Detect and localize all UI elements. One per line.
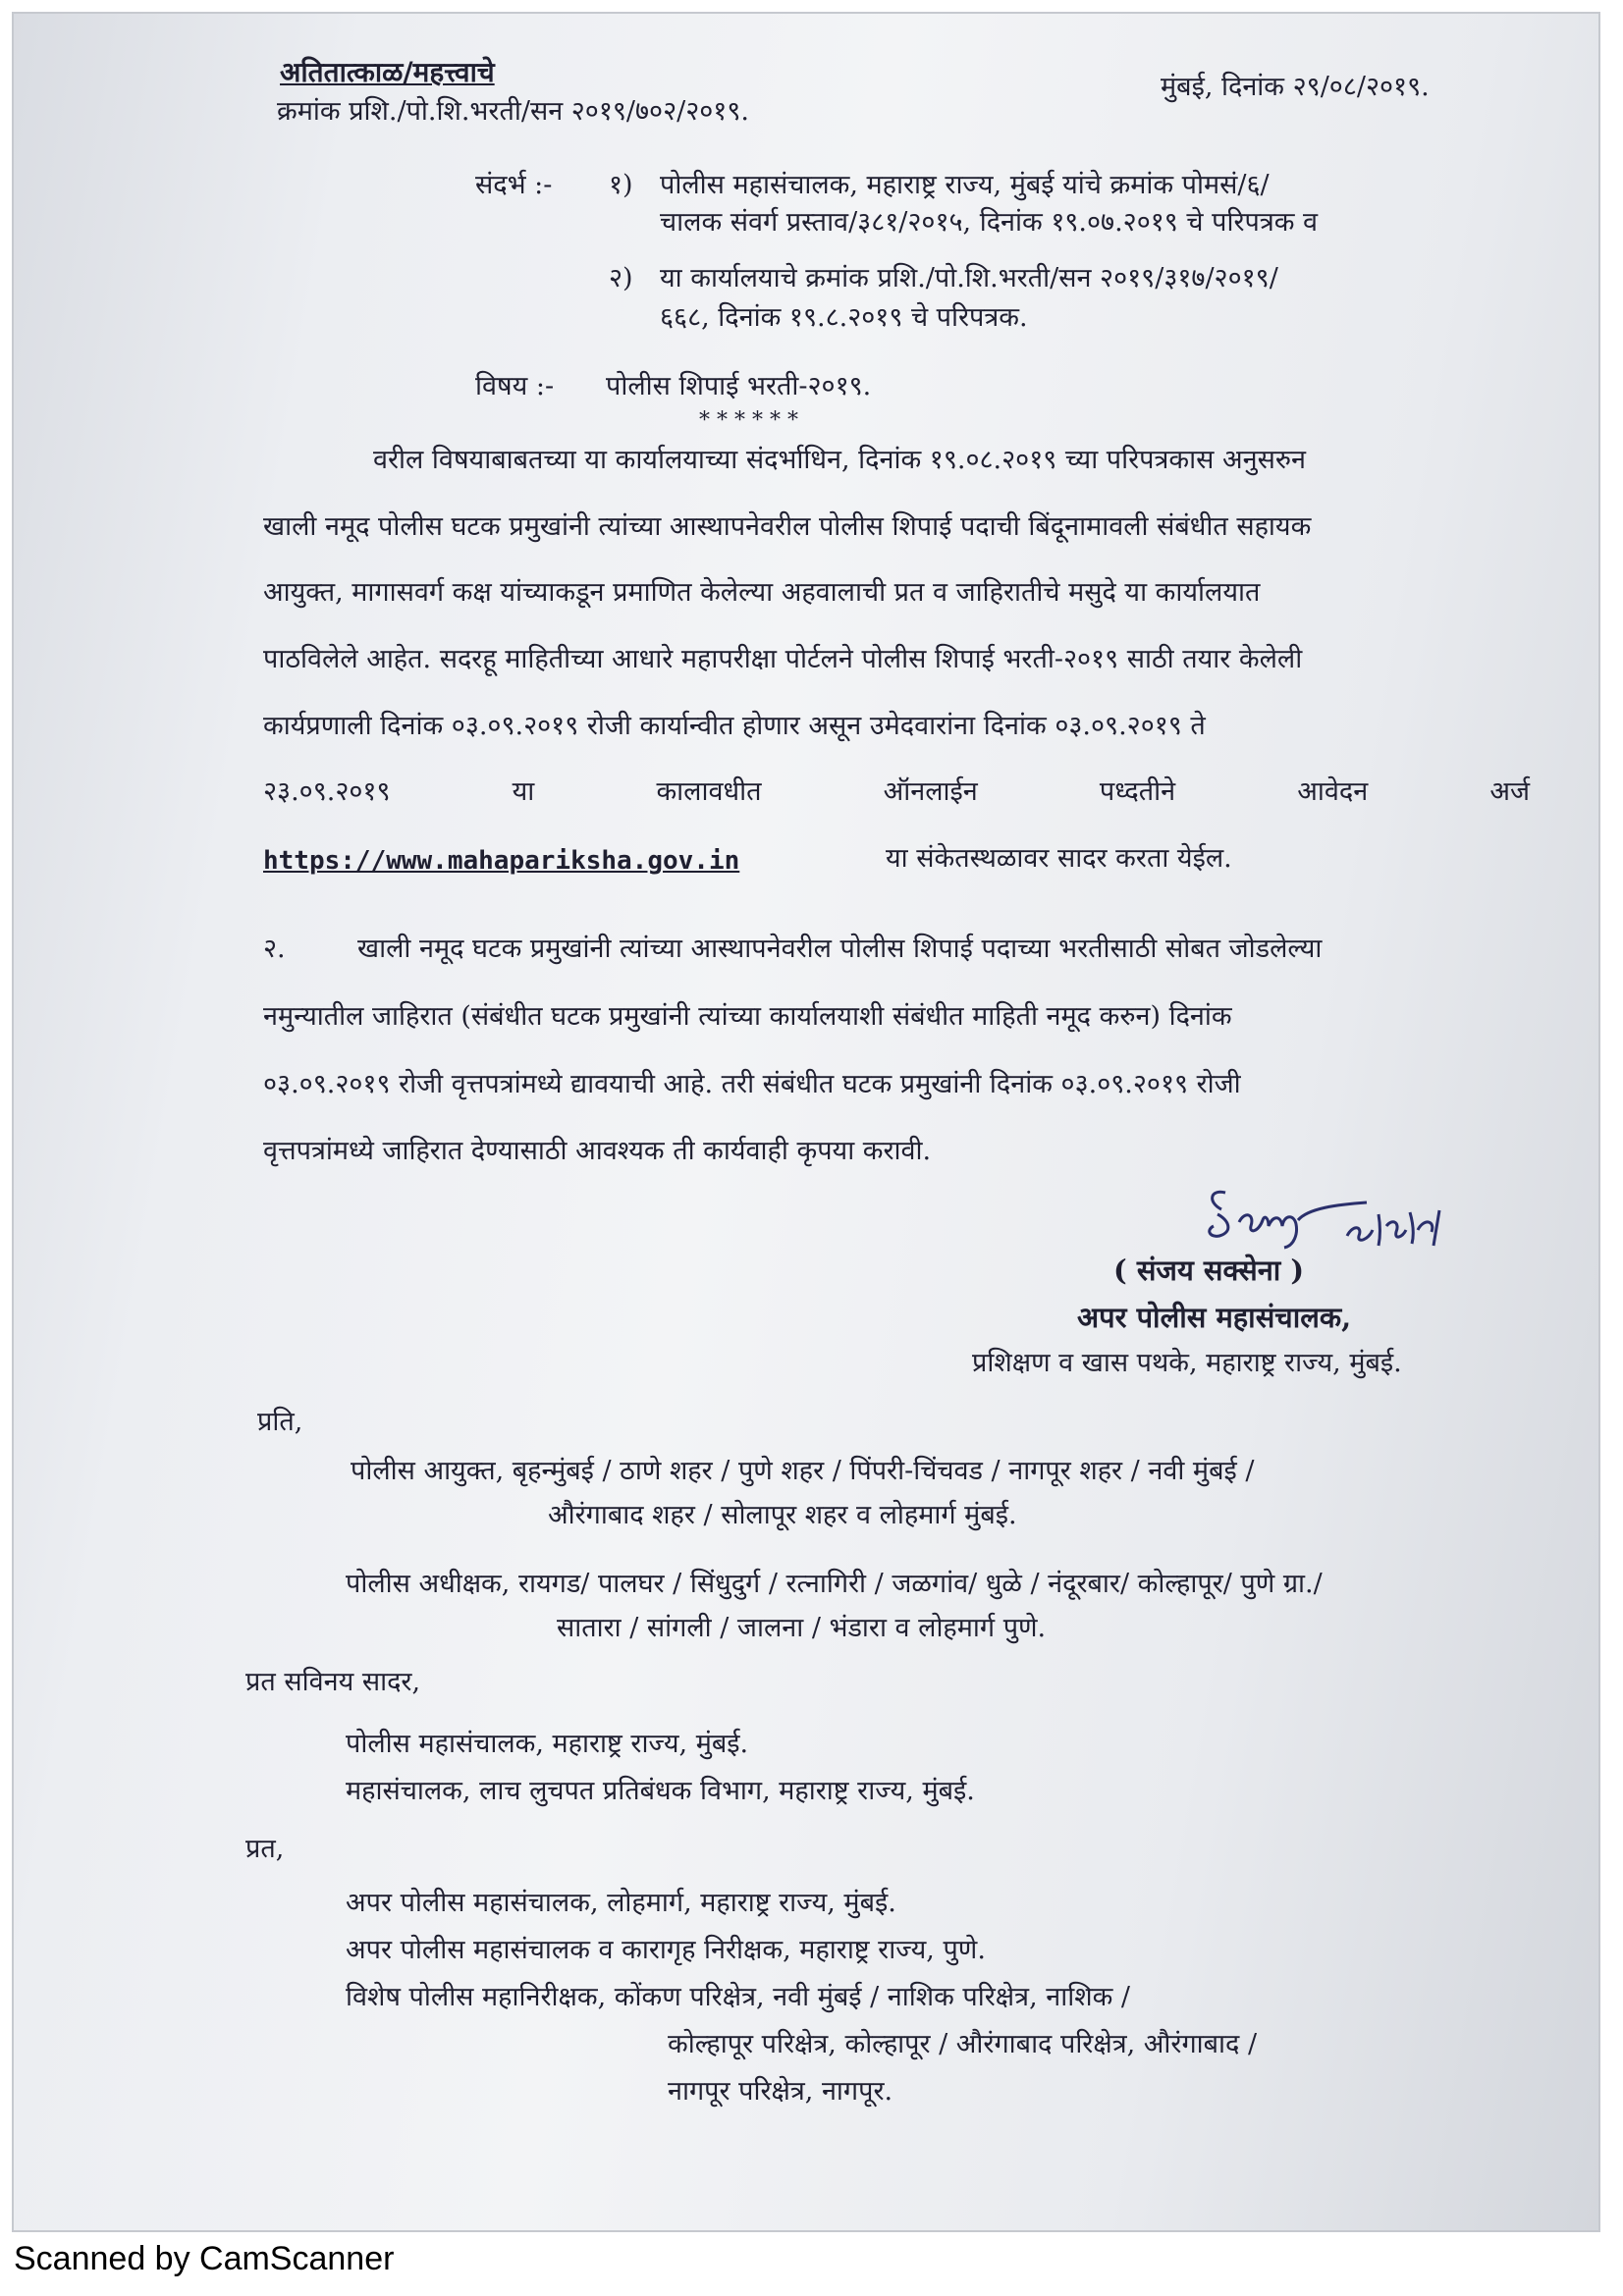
- to-line-2: औरंगाबाद शहर / सोलापूर शहर व लोहमार्ग मुंबई.: [548, 1500, 1017, 1530]
- para1-line-6-word: २३.०९.२०१९: [263, 776, 391, 807]
- to-line-4: सातारा / सांगली / जालना / भंडारा व लोहमार्ग पुणे.: [557, 1613, 1047, 1643]
- reference-number: क्रमांक प्रशि./पो.शि.भरती/सन २०१९/७०२/२०१९.: [277, 96, 749, 127]
- place-date: मुंबई, दिनांक २९/०८/२०१९.: [1161, 72, 1430, 102]
- reference-item-1-line-2: चालक संवर्ग प्रस्ताव/३८१/२०१५, दिनांक १९.०७.२०१९ चे परिपत्रक व: [660, 207, 1319, 238]
- para1-line-6: [263, 775, 1530, 809]
- para1-line-1: वरील विषयाबाबतच्या या कार्यालयाच्या संदर्भाधिन, दिनांक १९.०८.२०१९ च्या परिपत्रकास अनुसरुन: [373, 445, 1306, 475]
- reference-item-1-number: १): [609, 170, 633, 200]
- camscanner-footer: Scanned by CamScanner: [14, 2240, 395, 2277]
- para1-line-6-word: ऑनलाईन: [883, 776, 978, 807]
- para2-number: २.: [263, 934, 286, 964]
- copy-line-4: कोल्हापूर परिक्षेत्र, कोल्हापूर / औरंगाबाद परिक्षेत्र, औरंगाबाद /: [668, 2029, 1258, 2059]
- subject-separator-stars: * * * * * *: [699, 408, 798, 433]
- para1-line-4: पाठविलेले आहेत. सदरहू माहितीच्या आधारे महापरीक्षा पोर्टलने पोलीस शिपाई भरती-२०१९ साठी तयार केलेली: [263, 644, 1303, 674]
- para2-line-3: ०३.०९.२०१९ रोजी वृत्तपत्रांमध्ये द्यावयाची आहे. तरी संबंधीत घटक प्रमुखांनी दिनांक ०३.०९.२०१९ रोजी: [263, 1069, 1241, 1099]
- reference-item-2-line-2: ६६८, दिनांक १९.८.२०१९ चे परिपत्रक.: [660, 302, 1028, 333]
- url-suffix-text: या संकेतस्थळावर सादर करता येईल.: [886, 843, 1232, 874]
- respectful-copy-label: प्रत सविनय सादर,: [245, 1667, 421, 1697]
- copy-label: प्रत,: [245, 1834, 285, 1864]
- para1-line-6-word: अर्ज: [1489, 776, 1530, 807]
- para1-line-5: कार्यप्रणाली दिनांक ०३.०९.२०१९ रोजी कार्यान्वीत होणार असून उमेदवारांना दिनांक ०३.०९.२०१९ ते: [263, 711, 1206, 741]
- signatory-designation: अपर पोलीस महासंचालक,: [1077, 1301, 1352, 1334]
- reference-item-2-number: २): [609, 263, 633, 294]
- reference-label: संदर्भ :-: [475, 170, 553, 200]
- reference-item-1-line-1: पोलीस महासंचालक, महाराष्ट्र राज्य, मुंबई यांचे क्रमांक पोमसं/६/: [660, 170, 1270, 200]
- para1-line-6-word: पध्दतीने: [1099, 776, 1176, 807]
- to-line-1: पोलीस आयुक्त, बृहन्मुंबई / ठाणे शहर / पुणे शहर / पिंपरी-चिंचवड / नागपूर शहर / नवी मुंबई /: [351, 1456, 1255, 1486]
- signatory-office: प्रशिक्षण व खास पथके, महाराष्ट्र राज्य, मुंबई.: [972, 1348, 1402, 1378]
- copy-line-2: अपर पोलीस महासंचालक व कारागृह निरीक्षक, महाराष्ट्र राज्य, पुणे.: [346, 1935, 986, 1965]
- subject-text: पोलीस शिपाई भरती-२०१९.: [606, 371, 872, 401]
- respectful-copy-line-1: पोलीस महासंचालक, महाराष्ट्र राज्य, मुंबई.: [346, 1729, 749, 1759]
- para1-line-6-word: कालावधीत: [656, 776, 762, 807]
- mahapariksha-url-link[interactable]: https://www.mahapariksha.gov.in: [263, 846, 740, 876]
- para1-line-6-word: या: [512, 776, 535, 807]
- para2-line-4: वृत्तपत्रांमध्ये जाहिरात देण्यासाठी आवश्यक ती कार्यवाही कृपया करावी.: [263, 1136, 932, 1166]
- para2-line-1: खाली नमूद घटक प्रमुखांनी त्यांच्या आस्थापनेवरील पोलीस शिपाई पदाच्या भरतीसाठी सोबत जोडलेल्या: [357, 934, 1323, 964]
- respectful-copy-line-2: महासंचालक, लाच लुचपत प्रतिबंधक विभाग, महाराष्ट्र राज्य, मुंबई.: [346, 1776, 975, 1806]
- copy-line-3: विशेष पोलीस महानिरीक्षक, कोंकण परिक्षेत्र, नवी मुंबई / नाशिक परिक्षेत्र, नाशिक /: [346, 1982, 1130, 2012]
- subject-label: विषय :-: [475, 371, 555, 401]
- para1-line-6-word: आवेदन: [1297, 776, 1369, 807]
- to-line-3: पोलीस अधीक्षक, रायगड/ पालघर / सिंधुदुर्ग / रत्नागिरी / जळगांव/ धुळे / नंदूरबार/ कोल्हापूर/ पुणे ग्रा./: [346, 1569, 1323, 1599]
- to-label: प्रति,: [257, 1407, 303, 1437]
- handwritten-signature: [1200, 1175, 1494, 1263]
- para2-line-2: नमुन्यातील जाहिरात (संबंधीत घटक प्रमुखांनी त्यांच्या कार्यालयाशी संबंधीत माहिती नमूद करुन) दिनांक: [263, 1001, 1232, 1032]
- copy-line-5: नागपूर परिक्षेत्र, नागपूर.: [668, 2076, 893, 2107]
- reference-item-2-line-1: या कार्यालयाचे क्रमांक प्रशि./पो.शि.भरती/सन २०१९/३१७/२०१९/: [660, 263, 1278, 294]
- para1-line-2: खाली नमूद पोलीस घटक प्रमुखांनी त्यांच्या आस्थापनेवरील पोलीस शिपाई पदाची बिंदूनामावली संबंधीत सहायक: [263, 511, 1312, 542]
- scanned-letter-page: [12, 12, 1600, 2232]
- priority-heading: अतितात्काळ/महत्त्वाचे: [280, 56, 495, 88]
- signatory-name: ( संजय सक्सेना ): [1113, 1254, 1305, 1287]
- para1-line-3: आयुक्त, मागासवर्ग कक्ष यांच्याकडून प्रमाणित केलेल्या अहवालाची प्रत व जाहिरातीचे मसुदे या कार्यालयात: [263, 577, 1261, 608]
- copy-line-1: अपर पोलीस महासंचालक, लोहमार्ग, महाराष्ट्र राज्य, मुंबई.: [346, 1888, 896, 1918]
